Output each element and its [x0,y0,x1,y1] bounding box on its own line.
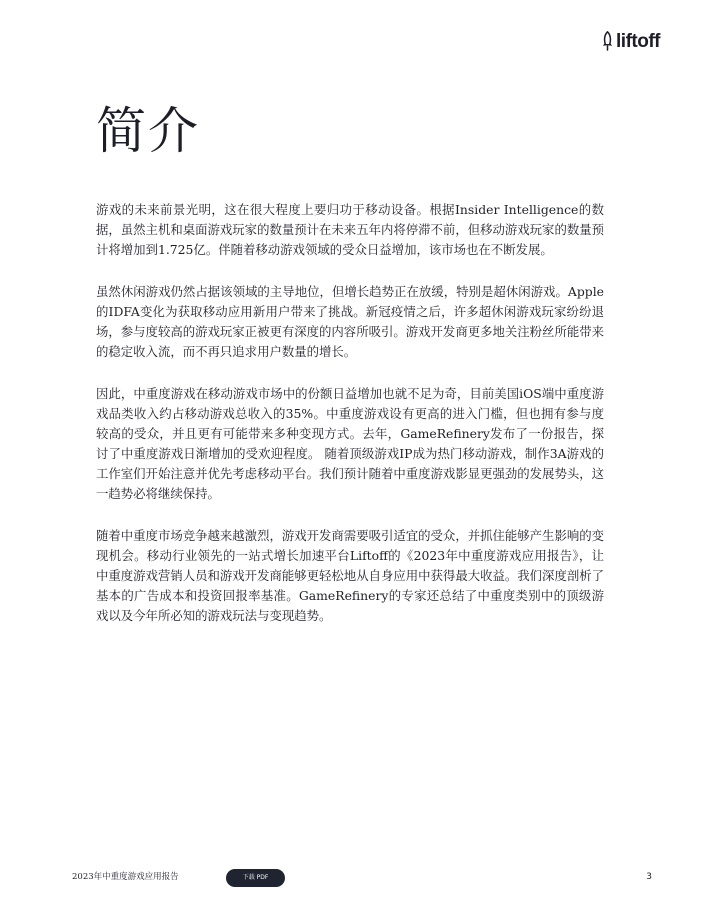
paragraph: 随着中重度市场竞争越来越激烈，游戏开发商需要吸引适宜的受众，并抓住能够产生影响的变现机会。移动行业领先的一站式增长加速平台Liftoff的《2023年中重度游戏应用报告》，让中重度游戏营销人员和游戏开发商能够更轻松地从自身应用中获得最大收益。我们深度剖析了基本的广告成本和投资回报率基准。GameRefinery的专家还总结了中重度类别中的顶级游戏以及今年所必知的游戏玩法与变现趋势。 [96,528,605,623]
rocket-icon [602,31,613,51]
paragraph: 因此，中重度游戏在移动游戏市场中的份额日益增加也就不足为奇，目前美国iOS端中重度游戏品类收入约占移动游戏总收入的35%。中重度游戏设有更高的进入门槛，但也拥有参与度较高的受众，并且更有可能带来多种变现方式。去年，GameRefinery发布了一份报告，探讨了中重度游戏日渐增加的受欢迎程度。 随着顶级游戏IP成为热门移动游戏，制作3A游戏的工作室们开始注意并优先考虑移动平台。我们预计随着中重度游戏影显更强劲的发展势头，这一趋势必将继续保持。 [96,386,605,501]
brand-name: liftoff [616,30,660,52]
page-title: 简介 [96,102,200,160]
paragraph: 游戏的未来前景光明，这在很大程度上要归功于移动设备。根据Insider Intelligence的数据，虽然主机和桌面游戏玩家的数量预计在未来五年内将停滞不前，但移动游戏玩家的数量预计将增加到1.725亿。伴随着移动游戏领域的受众日益增加，该市场也在不断发展。 [96,202,605,257]
download-pdf-button[interactable]: 下载 PDF [226,869,285,887]
page-number: 3 [646,872,652,882]
brand-logo [602,31,660,51]
footer-report-title: 2023年中重度游戏应用报告 [72,872,179,882]
body-text [96,200,604,648]
paragraph: 虽然休闲游戏仍然占据该领域的主导地位，但增长趋势正在放缓，特别是超休闲游戏。Apple的IDFA变化为获取移动应用新用户带来了挑战。新冠疫情之后，许多超休闲游戏玩家纷纷退场，参与度较高的游戏玩家正被更有深度的内容所吸引。游戏开发商更多地关注粉丝所能带来的稳定收入流，而不再只追求用户数量的增长。 [96,284,605,359]
